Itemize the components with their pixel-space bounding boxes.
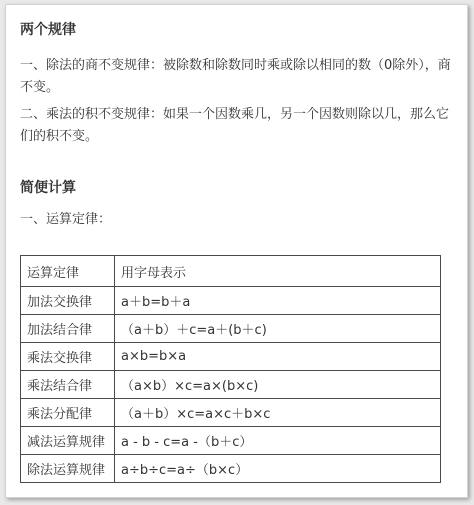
division-quotient-rule: 一、除法的商不变规律：被除数和除数同时乘或除以相同的数（0除外），商不变。	[20, 58, 451, 95]
table-row	[21, 315, 441, 343]
operation-laws-subtitle: 一、运算定律：	[20, 212, 112, 227]
law-name: 乘法分配律	[21, 399, 115, 427]
multiplication-product-rule: 二、乘法的积不变规律：如果一个因数乘几，另一个因数则除以几，那么它们的积不变。	[20, 107, 450, 144]
law-name: 加法交换律	[21, 287, 115, 315]
law-formula: a - b - c=a -（b＋c）	[115, 427, 441, 455]
operation-laws-table	[20, 255, 441, 483]
table-header-law: 运算定律	[21, 256, 115, 287]
law-name: 加法结合律	[21, 315, 115, 343]
table-row	[21, 371, 441, 399]
section-title-two-rules: 两个规律	[20, 22, 76, 38]
table-row	[21, 427, 441, 455]
law-formula: （a＋b）×c=a×c＋b×c	[115, 399, 441, 427]
section-title-simplified-calc: 简便计算	[20, 180, 76, 196]
law-name: 除法运算规律	[21, 455, 115, 483]
table-header-row	[21, 256, 441, 287]
law-name: 乘法结合律	[21, 371, 115, 399]
document-card	[5, 4, 468, 498]
law-formula: （a＋b）＋c=a＋(b＋c)	[115, 315, 441, 343]
law-formula: a÷b÷c=a÷（b×c）	[115, 455, 441, 483]
law-formula: a＋b=b＋a	[115, 287, 441, 315]
table-row	[21, 287, 441, 315]
law-formula: （a×b）×c=a×(b×c)	[115, 371, 441, 399]
table-row	[21, 343, 441, 371]
table-row	[21, 455, 441, 483]
law-formula: a×b=b×a	[115, 343, 441, 371]
table-row	[21, 399, 441, 427]
law-name: 乘法交换律	[21, 343, 115, 371]
law-name: 减法运算规律	[21, 427, 115, 455]
table-header-formula: 用字母表示	[115, 256, 441, 287]
